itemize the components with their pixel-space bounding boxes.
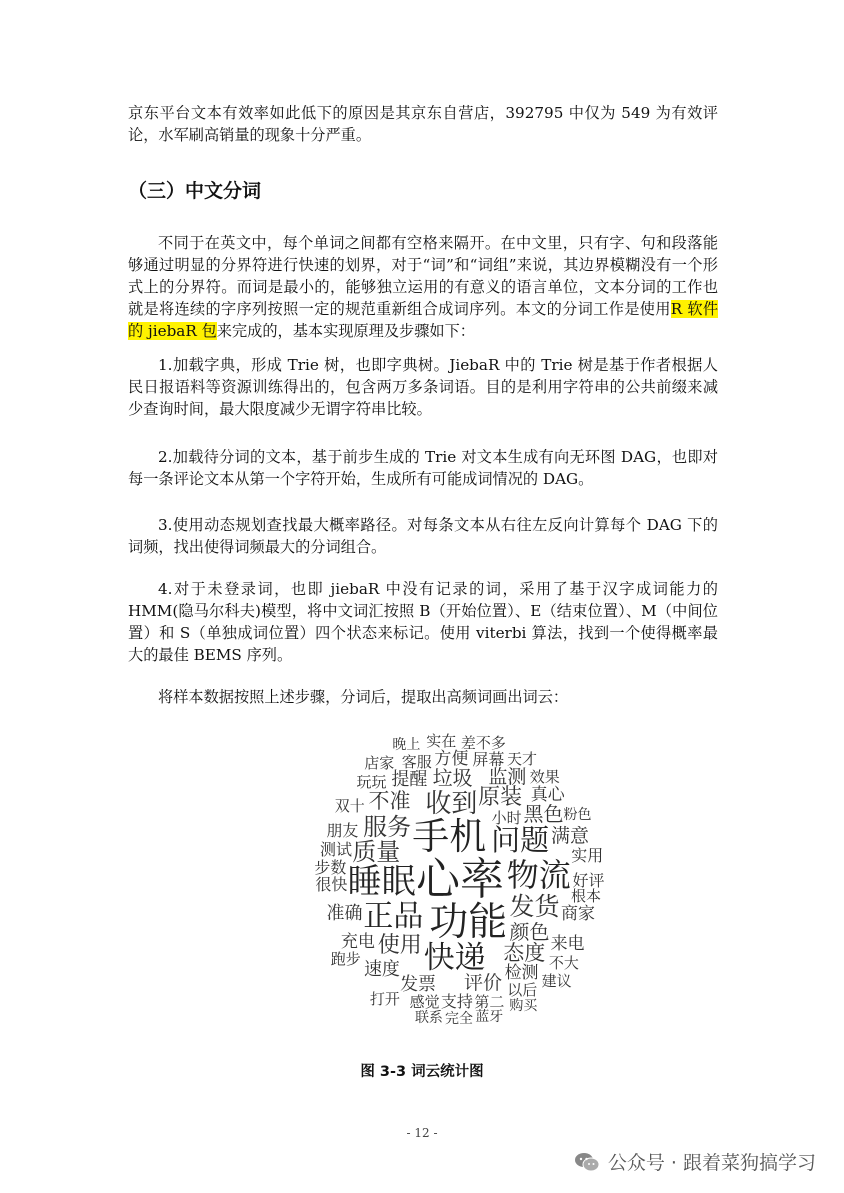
- word-cloud-term: 满意: [550, 824, 589, 847]
- word-cloud-term: 感觉: [409, 992, 440, 1011]
- word-cloud-term: 步数: [314, 857, 347, 877]
- paragraph-segmentation: [128, 232, 718, 342]
- word-cloud-term: 发票: [400, 973, 437, 995]
- word-cloud-term: 真心: [530, 785, 565, 806]
- word-cloud-term: 问题: [491, 823, 550, 858]
- word-cloud-term: 不准: [368, 789, 411, 814]
- step-3: 3.使用动态规划查找最大概率路径。对每条文本从右往左反向计算每个 DAG 下的词频，找出使得词频最大的分词组合。: [128, 516, 718, 556]
- paragraph-segmentation-text: 不同于在英文中，每个单词之间都有空格来隔开。在中文里，只有字、句和段落能够通过明显的分界符进行快速的划界，对于“词”和“词组”来说，其边界模糊没有一个形式上的分界符。而词是最小的，能够独立运用的有意义的语言单位，文本分词的工作也就是将连续的字序列按照一定的规范重新组合成词序列。本文的分词工作是使用: [128, 234, 718, 318]
- word-cloud-term: 检测: [504, 962, 539, 983]
- word-cloud-term: 跑步: [330, 949, 361, 968]
- word-cloud-term: 监测: [488, 766, 527, 789]
- word-cloud-term: 粉色: [563, 806, 592, 823]
- word-cloud-term: 小时: [491, 809, 522, 828]
- word-cloud-term: 提醒: [391, 769, 428, 791]
- page-number: - 12 -: [406, 1126, 438, 1140]
- word-cloud-term: 收到: [425, 789, 478, 820]
- highlighted-package-name: R 软件的 jiebaR 包: [128, 300, 719, 340]
- word-cloud-term: 双十: [334, 797, 365, 816]
- paragraph-segmentation-tail: 来完成的，基本实现原理及步骤如下：: [216, 322, 475, 340]
- word-cloud-term: 以后: [507, 981, 538, 999]
- word-cloud-term: 支持: [440, 992, 473, 1012]
- paragraph-wordcloud-intro: 将样本数据按照上述步骤，分词后，提取出高频词画出词云：: [158, 688, 569, 706]
- figure-caption: 图 3-3 词云统计图: [360, 1064, 484, 1080]
- word-cloud-term: 颜色: [509, 919, 550, 944]
- word-cloud-term: 发货: [509, 892, 560, 922]
- watermark-text: 公众号 · 跟着菜狗搞学习: [607, 1152, 816, 1174]
- word-cloud-term: 功能: [429, 900, 508, 946]
- word-cloud-term: 天才: [507, 749, 538, 768]
- word-cloud-term: 根本: [570, 887, 601, 906]
- word-cloud-term: 差不多: [460, 733, 506, 752]
- word-cloud-term: 完全: [445, 1011, 473, 1028]
- word-cloud-term: 打开: [369, 989, 400, 1008]
- word-cloud-term: 方便: [434, 749, 469, 770]
- word-cloud-term: 很快: [315, 875, 348, 895]
- word-cloud-term: 态度: [503, 941, 546, 966]
- word-cloud-term: 准确: [326, 903, 363, 925]
- paragraph-intro: 京东平台文本有效率如此低下的原因是其京东自营店，392795 中仅为 549 为有效评论，水军刷高销量的现象十分严重。: [128, 104, 718, 144]
- word-cloud-term: 心率: [416, 854, 504, 905]
- word-cloud-term: 速度: [363, 959, 400, 981]
- word-cloud-term: 测试: [320, 840, 353, 860]
- word-cloud: [300, 720, 620, 1040]
- step-4: 4.对于未登录词，也即 jiebaR 中没有记录的词，采用了基于汉字成词能力的 HMM(隐马尔科夫)模型，将中文词汇按照 B（开始位置）、E（结束位置）、M（中间位置）和 S（单独成词位置）四个状态来标记。使用 viterbi 算法，找到一个使得概率最大的最佳 BEMS 序列。: [128, 580, 718, 664]
- word-cloud-term: 实在: [426, 732, 457, 751]
- word-cloud-term: 黑色: [523, 802, 564, 827]
- word-cloud-term: 效果: [529, 768, 560, 787]
- word-cloud-term: 商家: [561, 904, 596, 925]
- word-cloud-term: 玩玩: [356, 773, 387, 792]
- word-cloud-term: 店家: [364, 753, 395, 772]
- word-cloud-term: 评价: [463, 972, 502, 995]
- word-cloud-term: 屏幕: [472, 749, 505, 769]
- step-2: 2.加载待分词的文本，基于前步生成的 Trie 对文本生成有向无环图 DAG，也即对每一条评论文本从第一个字符开始，生成所有可能成词情况的 DAG。: [128, 448, 718, 488]
- word-cloud-term: 第二: [474, 992, 505, 1011]
- word-cloud-term: 购买: [509, 997, 538, 1014]
- word-cloud-term: 物流: [506, 855, 571, 894]
- word-cloud-term: 充电: [340, 931, 375, 952]
- watermark: [574, 1148, 816, 1175]
- word-cloud-term: 睡眠: [347, 861, 416, 902]
- word-cloud-term: 实用: [571, 845, 604, 865]
- word-cloud-term: 使用: [377, 932, 422, 958]
- word-cloud-term: 快递: [423, 940, 486, 977]
- word-cloud-term: 朋友: [326, 821, 359, 841]
- word-cloud-term: 蓝牙: [475, 1009, 504, 1026]
- wechat-icon: [574, 1152, 600, 1172]
- word-cloud-term: 手机: [412, 815, 487, 859]
- step-1: 1.加载字典，形成 Trie 树，也即字典树。JiebaR 中的 Trie 树是基于作者根据人民日报语料等资源训练得出的，包含两万多条词语。目的是利用字符串的公共前缀来减少查询时间，最大限度减少无谓字符串比较。: [128, 356, 718, 418]
- word-cloud-term: 联系: [414, 1010, 443, 1027]
- word-cloud-term: 建议: [541, 972, 572, 991]
- word-cloud-term: 好评: [572, 871, 605, 891]
- word-cloud-term: 晚上: [392, 737, 421, 754]
- word-cloud-term: 服务: [363, 813, 412, 842]
- section-heading: （三）中文分词: [128, 180, 262, 202]
- word-cloud-term: 客服: [401, 753, 432, 772]
- word-cloud-term: 原装: [478, 785, 523, 811]
- word-cloud-term: 正品: [363, 899, 424, 935]
- word-cloud-term: 不大: [548, 954, 579, 973]
- word-cloud-term: 质量: [352, 837, 401, 866]
- word-cloud-term: 垃圾: [432, 766, 473, 791]
- word-cloud-term: 来电: [550, 934, 585, 955]
